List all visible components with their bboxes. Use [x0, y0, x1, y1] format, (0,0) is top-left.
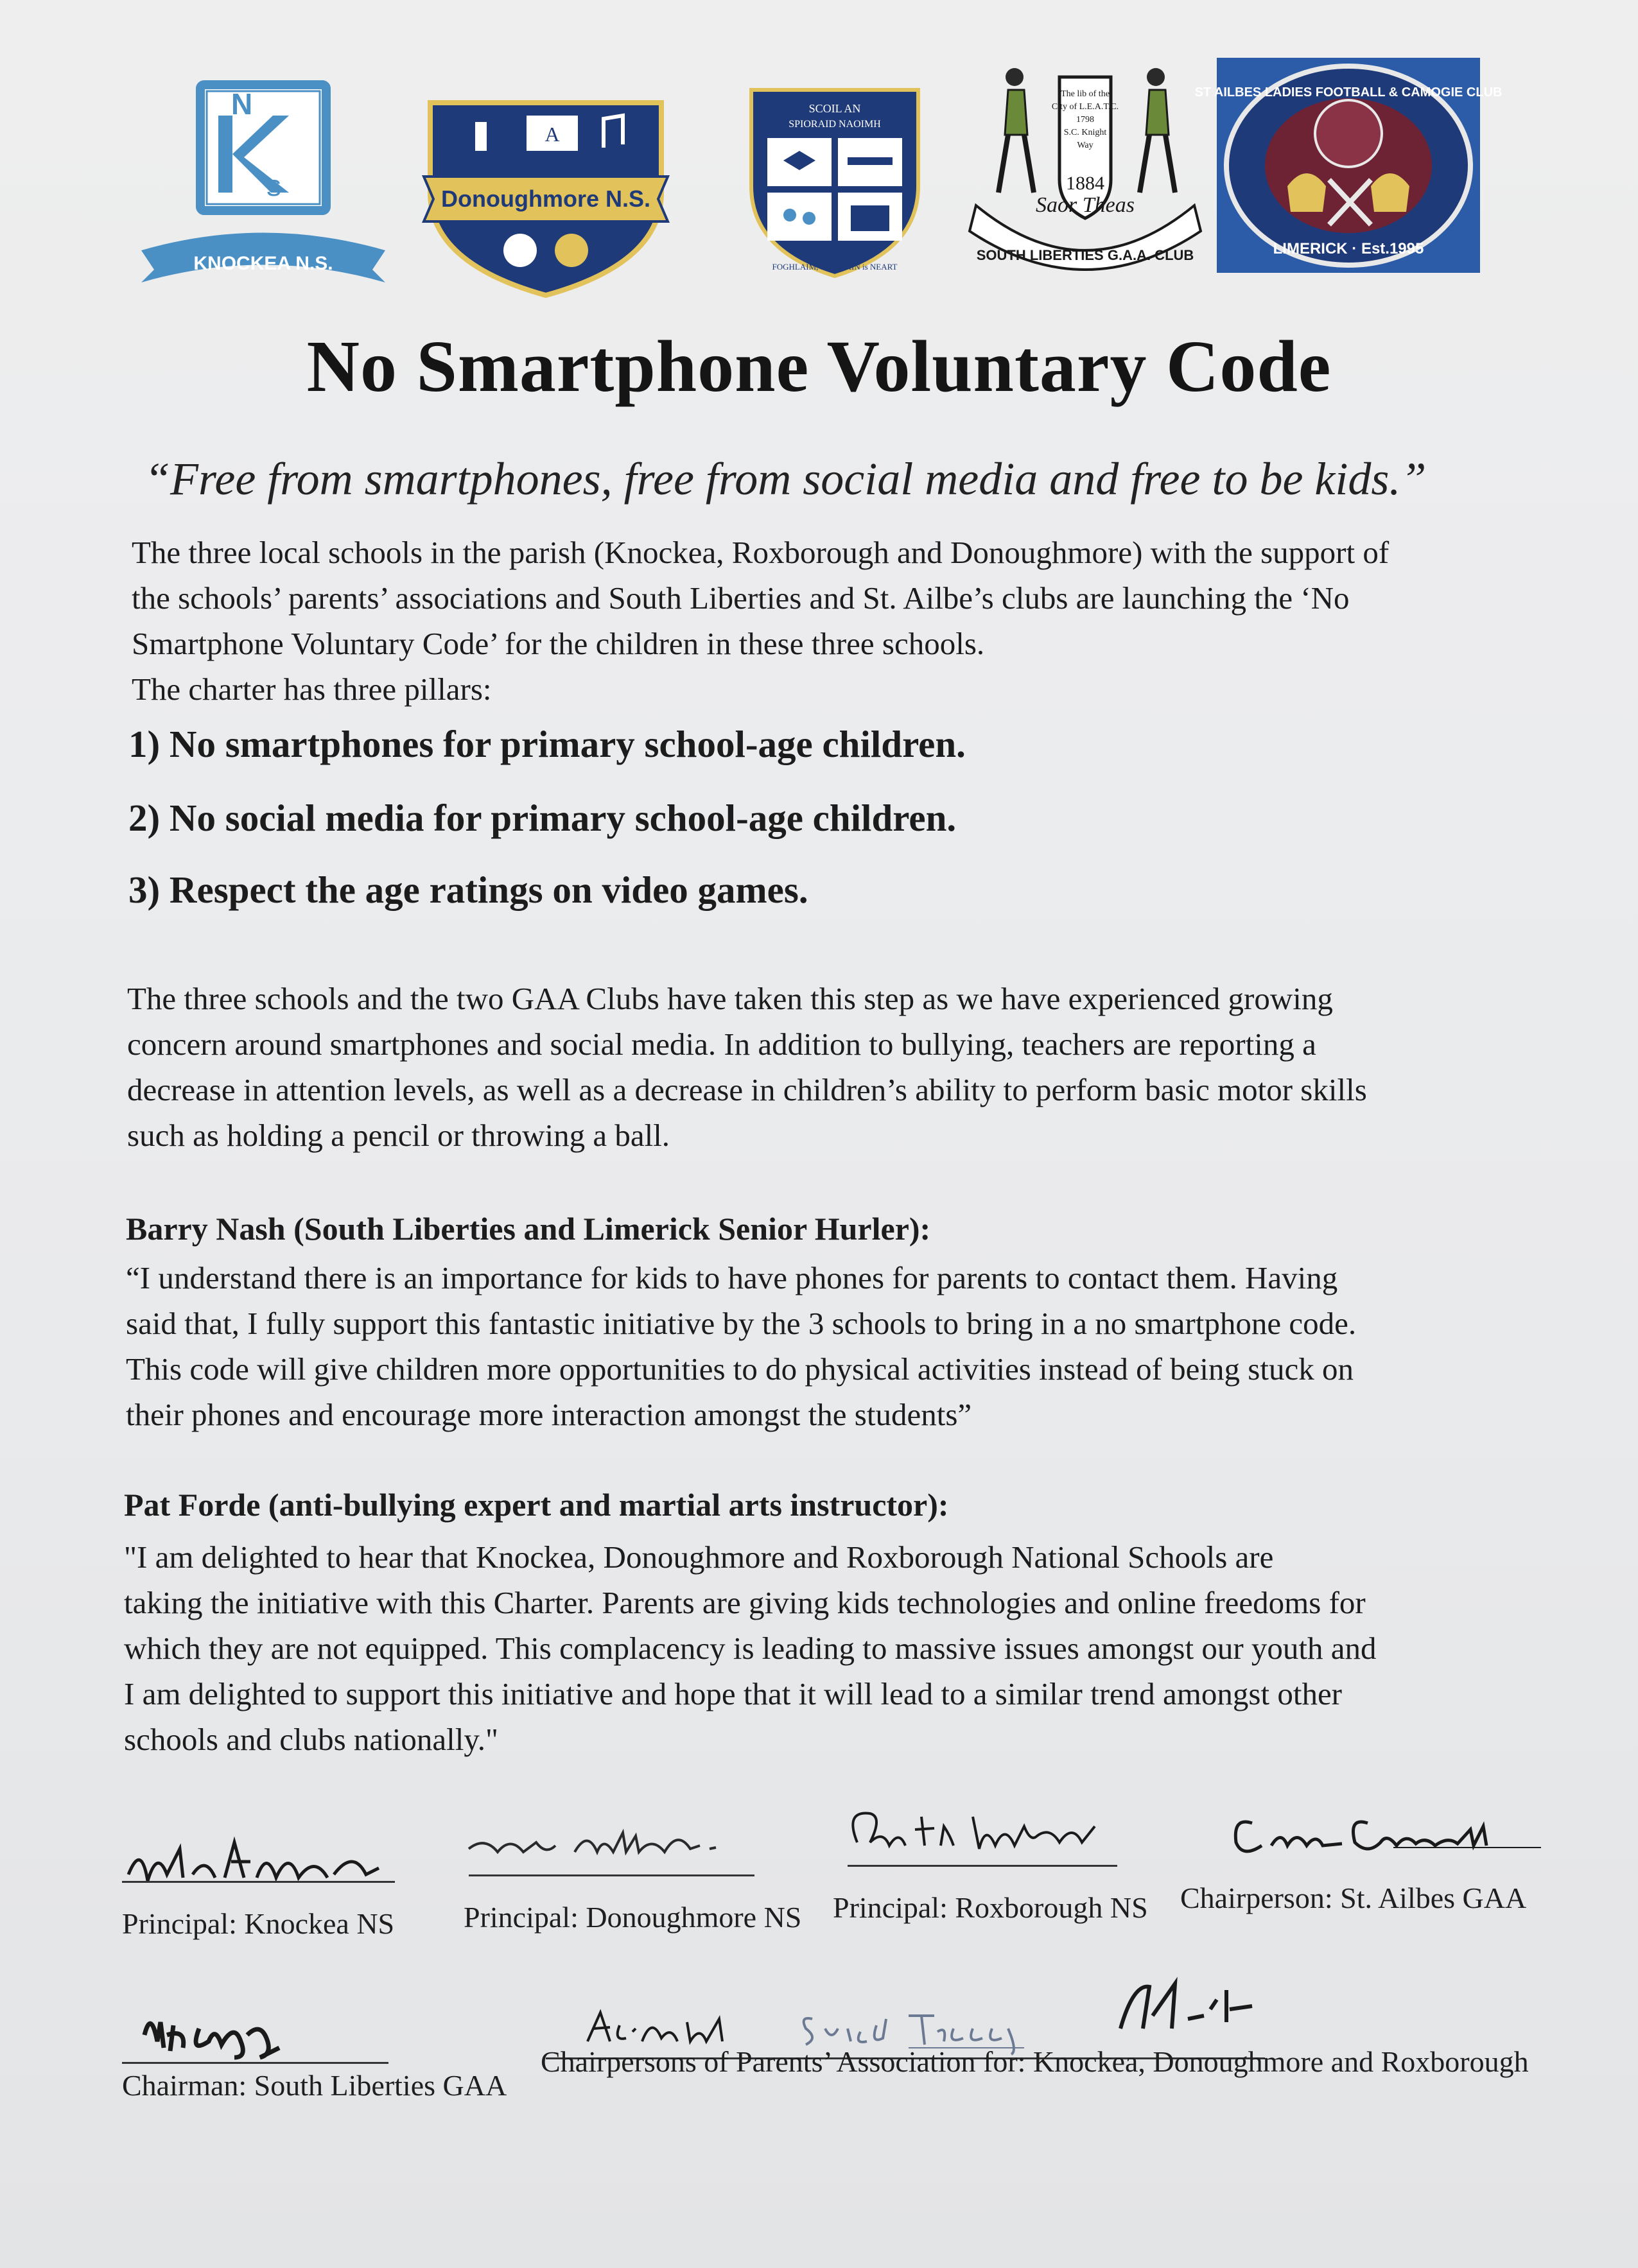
- svg-text:LIMERICK · Est.1995: LIMERICK · Est.1995: [1273, 240, 1424, 257]
- text-line: Smartphone Voluntary Code’ for the children in these three schools.: [132, 626, 985, 661]
- text-line: decrease in attention levels, as well as a decrease in children’s ability to perform basic motor skills: [127, 1072, 1367, 1107]
- svg-text:S.C. Knight: S.C. Knight: [1063, 128, 1107, 137]
- signature-label: Chairperson: St. Ailbes GAA: [1180, 1882, 1527, 1914]
- text-line: their phones and encourage more interaction amongst the students”: [126, 1397, 972, 1432]
- text-line: “I understand there is an importance for kids to have phones for parents to contact them. Having: [126, 1260, 1338, 1295]
- signature-label: Principal: Roxborough NS: [833, 1891, 1148, 1924]
- svg-text:A: A: [545, 123, 560, 146]
- svg-text:N: N: [231, 87, 253, 121]
- svg-text:The lib of the: The lib of the: [1061, 89, 1110, 99]
- knockea-ns-logo: [135, 77, 392, 295]
- intro-paragraph: [132, 530, 1544, 712]
- motto: “Free from smartphones, free from social media and free to be kids.”: [144, 453, 1427, 505]
- pillar-1: 1) No smartphones for primary school-age children.: [128, 723, 966, 765]
- text-line: the schools’ parents’ associations and South Liberties and St. Ailbe’s clubs are launching the ‘No: [132, 580, 1350, 616]
- text-line: I am delighted to support this initiative and hope that it will lead to a similar trend amongst other: [124, 1676, 1343, 1711]
- scoil-an-spioraid-naoimh-crest: [732, 77, 937, 289]
- page-title: No Smartphone Voluntary Code: [306, 325, 1332, 407]
- pillar-2: 2) No social media for primary school-age children.: [128, 797, 957, 839]
- pillar-3: 3) Respect the age ratings on video games.: [128, 869, 808, 911]
- quote-2-heading: Pat Forde (anti-bullying expert and martial arts instructor):: [124, 1487, 949, 1523]
- logos-row: [128, 39, 1509, 295]
- svg-text:SOUTH LIBERTIES G.A.A. CLUB: SOUTH LIBERTIES G.A.A. CLUB: [976, 247, 1194, 263]
- text-line: which they are not equipped. This complacency is leading to massive issues amongst our youth and: [124, 1631, 1377, 1666]
- signature-roxborough-principal: [844, 1797, 1127, 1868]
- signature-label: Chairpersons of Parents’ Association for: Knockea, Donoughmore and Roxborough: [541, 2045, 1529, 2078]
- text-line: The three schools and the two GAA Clubs have taken this step as we have experienced growing: [127, 981, 1333, 1016]
- signature-line: [122, 1881, 395, 1883]
- text-line: said that, I fully support this fantastic initiative by the 3 schools to bring in a no smartphone code.: [126, 1306, 1357, 1341]
- text-line: This code will give children more opportunities to do physical activities instead of being stuck on: [126, 1351, 1354, 1387]
- quote-1-text: [126, 1255, 1538, 1437]
- svg-text:KNOCKEA N.S.: KNOCKEA N.S.: [193, 253, 333, 274]
- signature-label: Principal: Knockea NS: [122, 1907, 395, 1940]
- signature-south-liberties-chairman: [138, 1996, 305, 2067]
- text-line: concern around smartphones and social media. In addition to bullying, teachers are reporting a: [127, 1026, 1316, 1062]
- south-liberties-gaa-crest: [963, 39, 1207, 295]
- signature-label: Chairman: South Liberties GAA: [122, 2069, 507, 2102]
- quote-2-text: [124, 1534, 1537, 1762]
- svg-text:City of L.E.A.T.C.: City of L.E.A.T.C.: [1051, 102, 1119, 112]
- quote-1-heading: Barry Nash (South Liberties and Limerick Senior Hurler):: [126, 1211, 931, 1247]
- donoughmore-ns-crest: [411, 90, 681, 302]
- reason-paragraph: [127, 976, 1540, 1158]
- svg-text:Saor Theas: Saor Theas: [1036, 193, 1135, 217]
- signature-parents-association-3: [1114, 1971, 1281, 2041]
- st-ailbes-ladies-club-crest: [1194, 58, 1503, 273]
- text-line: The charter has three pillars:: [132, 671, 492, 707]
- svg-text:SPIORAID NAOIMH: SPIORAID NAOIMH: [789, 119, 881, 130]
- text-line: such as holding a pencil or throwing a ball.: [127, 1118, 670, 1153]
- signature-label: Principal: Donoughmore NS: [464, 1901, 802, 1934]
- signature-donoughmore-principal: [466, 1817, 735, 1874]
- text-line: taking the initiative with this Charter. Parents are giving kids technologies and online freedoms for: [124, 1585, 1366, 1620]
- text-line: "I am delighted to hear that Knockea, Donoughmore and Roxborough National Schools are: [124, 1539, 1274, 1575]
- svg-text:1798: 1798: [1076, 115, 1094, 125]
- svg-text:SCOIL AN: SCOIL AN: [808, 102, 861, 115]
- svg-text:s: s: [266, 169, 281, 202]
- signature-knockea-principal: [122, 1823, 398, 1894]
- signature-line: [848, 1865, 1117, 1867]
- svg-text:Way: Way: [1077, 141, 1093, 150]
- svg-text:FOGHLAIM, SIOCHAIN is NEART: FOGHLAIM, SIOCHAIN is NEART: [772, 262, 898, 272]
- text-line: schools and clubs nationally.": [124, 1722, 498, 1757]
- signature-line: [122, 2062, 388, 2064]
- svg-text:1884: 1884: [1066, 173, 1104, 194]
- text-line: The three local schools in the parish (Knockea, Roxborough and Donoughmore) with the support of: [132, 535, 1390, 570]
- signature-line: [469, 1874, 754, 1876]
- svg-text:ST AILBES LADIES FOOTBALL & CA: ST AILBES LADIES FOOTBALL & CAMOGIE CLUB: [1194, 85, 1503, 100]
- svg-text:Donoughmore N.S.: Donoughmore N.S.: [441, 186, 650, 212]
- signature-st-ailbes-chairperson: [1226, 1797, 1547, 1868]
